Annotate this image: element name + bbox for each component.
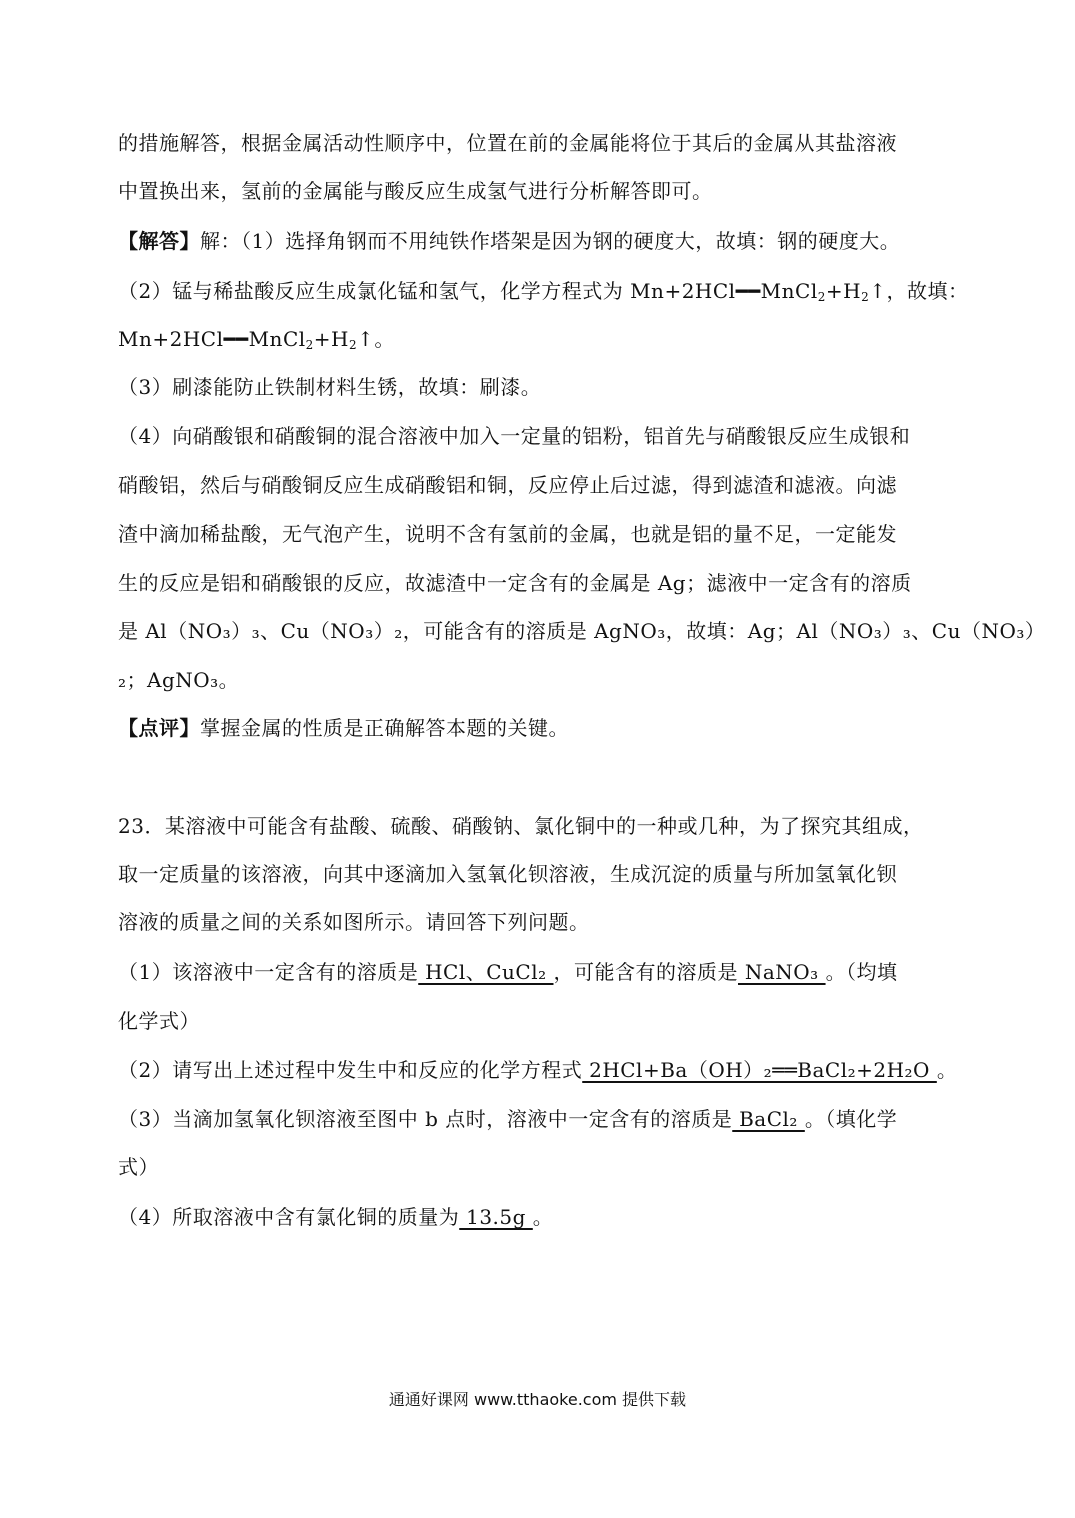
answer-blank-2: NaNO₃: [738, 960, 826, 984]
question-text: 。（填化学: [804, 1107, 898, 1131]
answer-paragraph-1: [118, 227, 958, 255]
sub-question-4: [118, 1203, 958, 1231]
analysis-line-1: 的措施解答，根据金属活动性顺序中，位置在前的金属能将位于其后的金属从其盐溶液: [118, 131, 897, 155]
equation-part: MnCl: [760, 279, 818, 303]
answer-paragraph-4-line-2: 硝酸铝，然后与硝酸铜反应生成硝酸铝和铜，反应停止后过滤，得到滤渣和滤液。向滤: [118, 473, 897, 497]
question-23-line-3: 溶液的质量之间的关系如图所示。请回答下列问题。: [118, 910, 590, 934]
equation-part: +H: [825, 279, 862, 303]
answer-blank-1: HCl、CuCl₂: [418, 960, 554, 984]
analysis-line-2: 中置换出来，氢前的金属能与酸反应生成氢气进行分析解答即可。: [118, 179, 713, 203]
equation-part: ↑。: [357, 327, 395, 351]
question-text: （3）当滴加氢氧化钡溶液至图中 b 点时，溶液中一定含有的溶质是: [118, 1107, 733, 1131]
question-23-line-2: 取一定质量的该溶液，向其中逐滴加入氢氧化钡溶液，生成沉淀的质量与所加氢氧化钡: [118, 862, 897, 886]
subscript: 2: [305, 338, 314, 352]
answer-paragraph-2-line-1: [118, 277, 969, 311]
comment-label: 【点评】: [118, 716, 200, 740]
equation-part: （2）锰与稀盐酸反应生成氯化锰和氢气，化学方程式为 Mn+2HCl: [118, 279, 736, 303]
sub-question-3-line-1: [118, 1105, 958, 1133]
answer-paragraph-4-line-6: ₂；AgNO₃。: [118, 668, 240, 692]
answer-blank-4: 13.5g: [459, 1205, 533, 1229]
sub-question-1-line-1: [118, 958, 958, 986]
subscript: 2: [861, 290, 870, 304]
answer-blank-3: BaCl₂: [732, 1107, 805, 1131]
equals-sign: ━━: [735, 279, 761, 303]
equation-part: MnCl: [248, 327, 306, 351]
page-footer: 通通好课网 www.tthaoke.com 提供下载: [388, 1390, 687, 1409]
comment-text: 掌握金属的性质是正确解答本题的关键。: [200, 716, 569, 740]
question-text: ，可能含有的溶质是: [553, 960, 738, 984]
answer-label: 【解答】: [118, 229, 200, 253]
question-text: 。（均填: [825, 960, 898, 984]
answer-paragraph-2-line-2: [118, 325, 958, 359]
equals-sign: ━━: [223, 327, 249, 351]
answer-paragraph-3: （3）刷漆能防止铁制材料生锈，故填：刷漆。: [118, 375, 542, 399]
equation-part: Mn+2HCl: [118, 327, 224, 351]
sub-question-1-line-2: 化学式）: [118, 1009, 200, 1033]
question-23-line-1: 23．某溶液中可能含有盐酸、硫酸、硝酸钠、氯化铜中的一种或几种，为了探究其组成，: [118, 814, 924, 838]
answer-blank-equation: 2HCl+Ba（OH）₂══BaCl₂+2H₂O: [582, 1058, 937, 1082]
answer-paragraph-4-line-5: 是 Al（NO₃）₃、Cu（NO₃）₂，可能含有的溶质是 AgNO₃，故填：Ag；Al（NO₃）₃、Cu（NO₃）: [118, 619, 1046, 643]
comment-paragraph: [118, 714, 958, 742]
answer-paragraph-4-line-4: 生的反应是铝和硝酸银的反应，故滤渣中一定含有的金属是 Ag；滤液中一定含有的溶质: [118, 571, 912, 595]
question-text: （2）请写出上述过程中发生中和反应的化学方程式: [118, 1058, 583, 1082]
question-text: （4）所取溶液中含有氯化铜的质量为: [118, 1205, 460, 1229]
question-text: （1）该溶液中一定含有的溶质是: [118, 960, 419, 984]
subscript: 2: [348, 338, 358, 352]
equation-part: +H: [313, 327, 349, 351]
answer-paragraph-4-line-1: （4）向硝酸银和硝酸铜的混合溶液中加入一定量的铝粉，铝首先与硝酸银反应生成银和: [118, 424, 911, 448]
subscript: 2: [817, 290, 826, 304]
answer-paragraph-4-line-3: 渣中滴加稀盐酸，无气泡产生，说明不含有氢前的金属，也就是铝的量不足，一定能发: [118, 522, 897, 546]
sub-question-2: [118, 1056, 958, 1084]
answer-text-1: 解：（1）选择角钢而不用纯铁作塔架是因为钢的硬度大，故填：钢的硬度大。: [200, 229, 901, 253]
sub-question-3-line-2: 式）: [118, 1155, 159, 1179]
question-text: 。: [532, 1205, 554, 1229]
equation-part: ↑，故填：: [869, 279, 969, 303]
question-text: 。: [936, 1058, 958, 1082]
